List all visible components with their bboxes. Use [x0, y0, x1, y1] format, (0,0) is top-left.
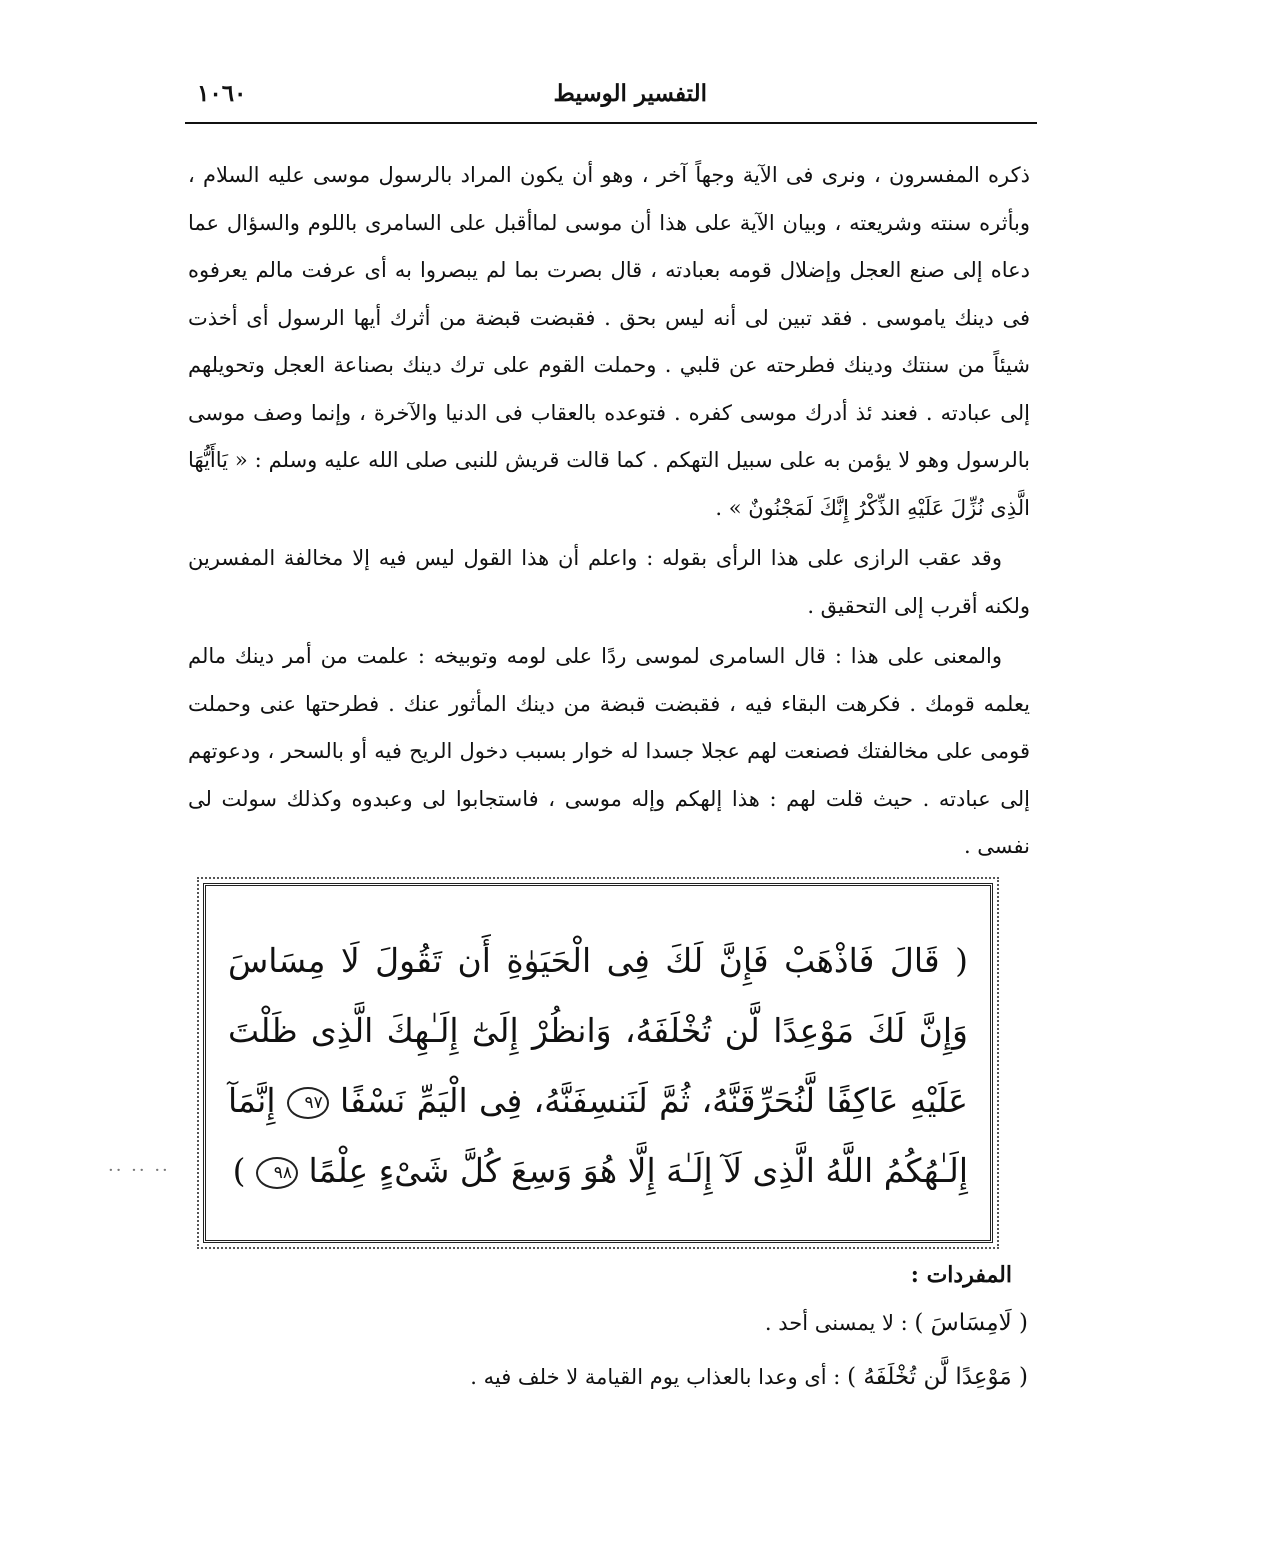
- ayah-number-marker: ٩٨: [256, 1157, 298, 1189]
- commentary-text: [188, 152, 1030, 871]
- commentary-paragraph: ذكره المفسرون ، ونرى فى الآية وجهاً آخر ، وهو أن يكون المراد بالرسول موسى عليه السلام ، وبأثره سنته وشريعته ، وبيان الآية على هذا أن موسى لماأقبل على السامرى باللوم والسؤال عما دعاه إلى صنع العجل وإضلال قومه بعبادته ، قال بصرت بما لم يبصروا به أى عرفت مالم يعرفوه فى دينك ياموسى . فقد تبين لى أنه ليس بحق . فقبضت قبضة من أثرك أيها الرسول أى أخذت شيئاً من سنتك ودينك فطرحته عن قلبي . وحملت القوم على ترك دينك بصناعة العجل وتحويلهم إلى عبادته . فعند ئذ أدرك موسى كفره . فتوعده بالعقاب فى الدنيا والآخرة ، وإنما وصف موسى بالرسول وهو لا يؤمن به على سبيل التهكم . كما قالت قريش للنبى صلى الله عليه وسلم : « يَاأَيُّهَا الَّذِى نُزِّلَ عَلَيْهِ الذِّكْرُ إِنَّكَ لَمَجْنُونٌ » .: [188, 163, 1030, 520]
- running-title: التفسير الوسيط: [553, 80, 707, 107]
- ayah-number-marker: ٩٧: [287, 1087, 329, 1119]
- vocabulary-item: [240, 1306, 1028, 1340]
- vocabulary-list: [240, 1306, 1028, 1414]
- verse-text-part: إِنَّمَآ إِلَـٰهُكُمُ اللَّهُ الَّذِى لَآ إِلَـٰهَ إِلَّا هُوَ وَسِعَ كُلَّ شَىْءٍ عِلْمًا: [228, 1081, 968, 1190]
- verse-text-part: قَالَ فَاذْهَبْ فَإِنَّ لَكَ فِى الْحَيَوٰةِ أَن تَقُولَ لَا مِسَاسَ وَإِنَّ لَكَ مَوْعِدًا لَّن تُخْلَفَهُ، وَانظُرْ إِلَىٰٓ إِلَـٰهِكَ الَّذِى ظَلْتَ عَلَيْهِ عَاكِفًا لَّنُحَرِّقَنَّهُ، ثُمَّ لَنَنسِفَنَّهُ، فِى الْيَمِّ نَسْفًا: [228, 941, 968, 1120]
- page-number: ١٠٦٠: [197, 80, 247, 107]
- header-rule: [185, 122, 1037, 124]
- verse-close-bracket: ): [232, 1151, 246, 1190]
- margin-marks: ·· ·· ··: [108, 1160, 170, 1181]
- page-header: [185, 78, 1037, 120]
- commentary-paragraph: والمعنى على هذا : قال السامرى لموسى ردًا على لومه وتوبيخه : علمت من أمر دينك مالم يعلمه قومك . فكرهت البقاء فيه ، فقبضت قبضة من دينك المأثور عنك . فطرحتها عنى وحملت قومى على مخالفتك فصنعت لهم عجلا جسدا له خوار بسبب دخول الريح فيه أو بالسحر ، ودعوتهم إلى عبادته . حيث قلت لهم : هذا إلهكم وإله موسى ، فاستجابوا لى وعبدوه وكذلك سولت لى نفسى .: [188, 644, 1030, 858]
- verse-open-bracket: (: [955, 941, 968, 980]
- vocabulary-item: [240, 1360, 1028, 1394]
- vocabulary-definition: : أى وعدا بالعذاب يوم القيامة لا خلف فيه .: [470, 1365, 841, 1389]
- vocabulary-term: ( مَوْعِدًا لَّن تُخْلَفَهُ ): [847, 1364, 1028, 1390]
- commentary-paragraph: وقد عقب الرازى على هذا الرأى بقوله : واعلم أن هذا القول ليس فيه إلا مخالفة المفسرين ولكنه أقرب إلى التحقيق .: [188, 546, 1030, 618]
- vocabulary-term: ( لَامِسَاسَ ): [914, 1310, 1028, 1336]
- vocabulary-heading: المفردات :: [910, 1262, 1012, 1288]
- vocabulary-definition: : لا يمسنى أحد .: [764, 1311, 908, 1335]
- quran-verse: [228, 926, 968, 1206]
